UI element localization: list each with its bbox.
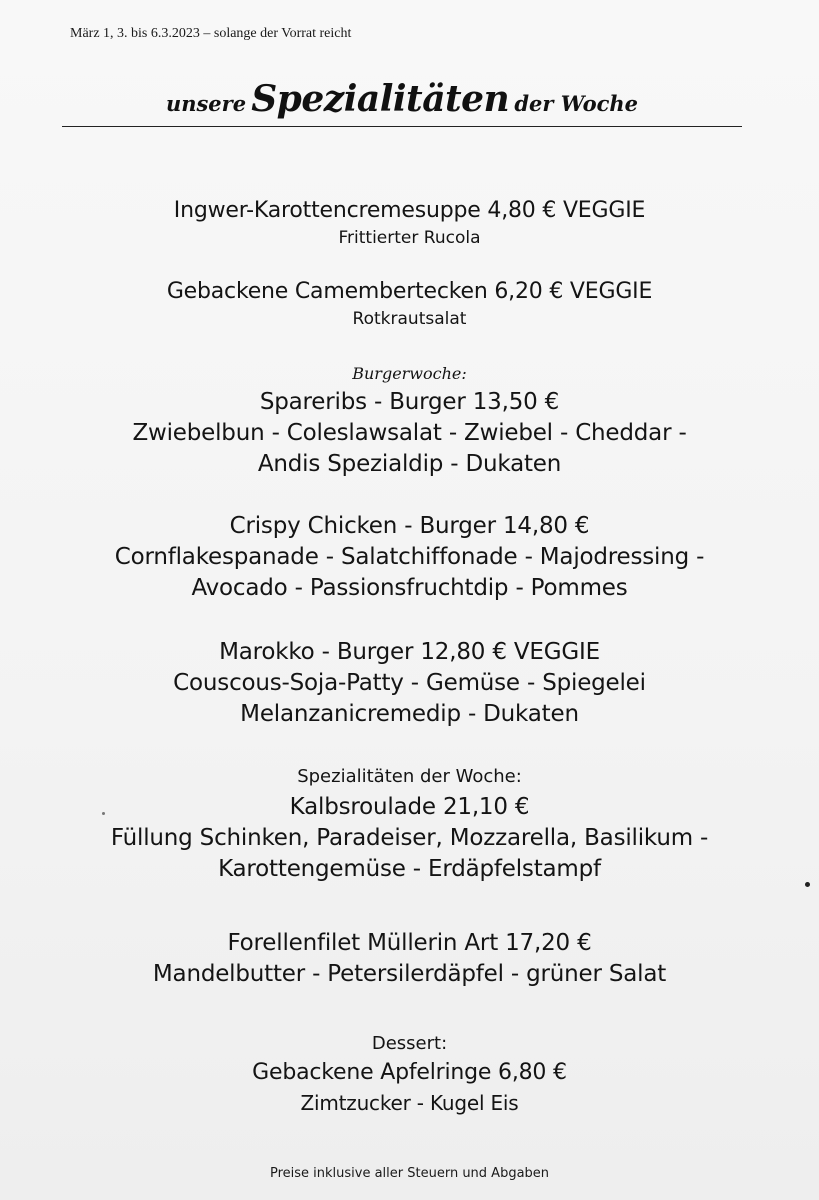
title-suffix: der Woche — [514, 91, 639, 116]
dish-name: Crispy Chicken - Burger 14,80 € — [229, 513, 590, 539]
menu-item-spareribs-burger — [0, 386, 819, 480]
menu-item-camembert — [0, 277, 819, 331]
dish-desc-line: Mandelbutter - Petersilerdäpfel - grüner Salat — [152, 961, 667, 987]
title-underline — [62, 126, 742, 127]
date-line: März 1, 3. bis 6.3.2023 – solange der Vorrat reicht — [70, 26, 352, 41]
section-heading-dessert: Dessert: — [371, 1033, 448, 1054]
title-prefix: unsere — [165, 91, 247, 116]
menu-item-marokko-burger — [0, 636, 819, 730]
paper-mark — [805, 882, 810, 887]
dish-name: Marokko - Burger 12,80 € VEGGIE — [219, 639, 600, 665]
section-heading-specials: Spezialitäten der Woche: — [297, 766, 522, 787]
dish-side: Rotkrautsalat — [352, 309, 467, 329]
dish-side: Zimtzucker - Kugel Eis — [300, 1091, 519, 1115]
footer-note: Preise inklusive aller Steuern und Abgaben — [269, 1166, 550, 1181]
dish-side: Frittierter Rucola — [338, 228, 481, 248]
dish-desc-line: Zwiebelbun - Coleslawsalat - Zwiebel - Cheddar - — [132, 420, 687, 446]
dish-name: Forellenfilet Müllerin Art 17,20 € — [227, 930, 592, 956]
menu-item-apfelringe — [0, 1058, 819, 1118]
menu-item-forellenfilet — [0, 927, 819, 990]
menu-item-crispy-chicken-burger — [0, 510, 819, 604]
dish-desc-line: Füllung Schinken, Paradeiser, Mozzarella, Basilikum - — [110, 825, 709, 851]
dish-name: Ingwer-Karottencremesuppe 4,80 € VEGGIE — [173, 198, 646, 223]
dish-desc-line: Avocado - Passionsfruchtdip - Pommes — [191, 575, 628, 601]
section-heading-burger: Burgerwoche: — [352, 364, 467, 383]
menu-item-soup — [0, 196, 819, 250]
dish-desc-line: Karottengemüse - Erdäpfelstampf — [218, 856, 601, 882]
dish-desc-line: Cornflakespanade - Salatchiffonade - Majodressing - — [114, 544, 705, 570]
dish-name: Spareribs - Burger 13,50 € — [259, 389, 560, 415]
title-main: Spezialitäten — [251, 78, 510, 120]
dish-desc-line: Melanzanicremedip - Dukaten — [240, 701, 579, 727]
dish-name: Kalbsroulade 21,10 € — [289, 794, 530, 820]
title-banner — [62, 78, 742, 134]
paper-speck — [102, 812, 105, 815]
dish-name: Gebackene Camembertecken 6,20 € VEGGIE — [166, 279, 653, 304]
menu-item-kalbsroulade — [0, 791, 819, 885]
dish-desc-line: Andis Spezialdip - Dukaten — [257, 451, 562, 477]
dish-desc-line: Couscous-Soja-Patty - Gemüse - Spiegelei — [173, 670, 646, 696]
dish-name: Gebackene Apfelringe 6,80 € — [252, 1060, 567, 1085]
page-title — [62, 78, 742, 120]
